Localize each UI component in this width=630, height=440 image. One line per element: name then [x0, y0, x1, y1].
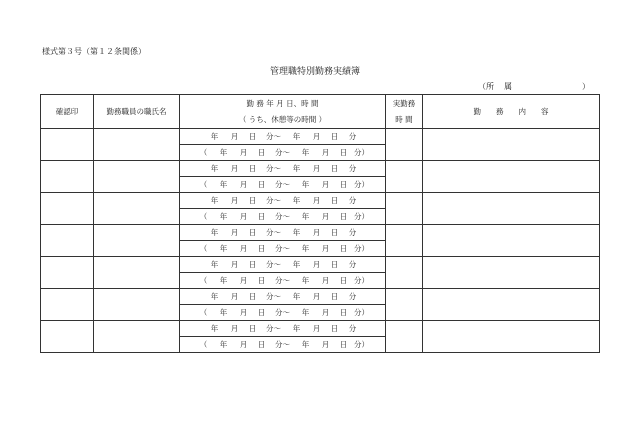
- open-paren: （: [199, 148, 208, 157]
- year-unit: 年: [219, 244, 228, 253]
- day-unit: 日: [330, 164, 339, 173]
- seal-cell[interactable]: [41, 161, 94, 193]
- seal-cell[interactable]: [41, 225, 94, 257]
- day-unit: 日: [339, 340, 348, 349]
- record-table: [40, 94, 600, 353]
- minute-close-unit: 分）: [354, 276, 369, 285]
- minute-range-unit: 分〜: [275, 180, 290, 189]
- year-unit: 年: [210, 292, 219, 301]
- content-cell[interactable]: [423, 129, 600, 161]
- col-header-datetime: [180, 95, 386, 129]
- day-unit: 日: [257, 244, 266, 253]
- day-unit: 日: [330, 196, 339, 205]
- table-row: [41, 193, 600, 209]
- month-unit: 月: [321, 148, 330, 157]
- month-unit: 月: [312, 164, 321, 173]
- datetime-cell[interactable]: [180, 193, 386, 209]
- start-datetime: [180, 131, 385, 142]
- minute-close-unit: 分）: [354, 180, 369, 189]
- break-datetime: [180, 339, 385, 350]
- open-paren: （: [199, 244, 208, 253]
- table-row: [41, 129, 600, 145]
- hours-cell[interactable]: [386, 257, 423, 289]
- month-unit: 月: [239, 308, 248, 317]
- break-cell[interactable]: [180, 305, 386, 321]
- content-cell[interactable]: [423, 225, 600, 257]
- hours-cell[interactable]: [386, 193, 423, 225]
- month-unit: 月: [321, 180, 330, 189]
- hours-cell[interactable]: [386, 129, 423, 161]
- year-unit: 年: [219, 276, 228, 285]
- minute-range-unit: 分〜: [275, 244, 290, 253]
- table-header-row: [41, 95, 600, 129]
- year-unit: 年: [301, 212, 310, 221]
- start-datetime: [180, 323, 385, 334]
- start-datetime: [180, 195, 385, 206]
- datetime-cell[interactable]: [180, 225, 386, 241]
- content-cell[interactable]: [423, 161, 600, 193]
- minute-close-unit: 分）: [354, 148, 369, 157]
- month-unit: 月: [239, 244, 248, 253]
- day-unit: 日: [257, 148, 266, 157]
- year-unit: 年: [292, 196, 301, 205]
- datetime-cell[interactable]: [180, 161, 386, 177]
- col-header-hours: [386, 95, 423, 129]
- year-unit: 年: [219, 148, 228, 157]
- day-unit: 日: [330, 260, 339, 269]
- month-unit: 月: [312, 132, 321, 141]
- name-cell[interactable]: [94, 129, 180, 161]
- start-datetime: [180, 259, 385, 270]
- month-unit: 月: [230, 260, 239, 269]
- month-unit: 月: [230, 324, 239, 333]
- datetime-cell[interactable]: [180, 257, 386, 273]
- day-unit: 日: [330, 324, 339, 333]
- col-header-datetime-line2: （ うち、休憩等の時間 ）: [238, 115, 327, 124]
- year-unit: 年: [301, 308, 310, 317]
- day-unit: 日: [339, 212, 348, 221]
- datetime-cell[interactable]: [180, 321, 386, 337]
- open-paren: （: [199, 276, 208, 285]
- datetime-cell[interactable]: [180, 289, 386, 305]
- month-unit: 月: [321, 212, 330, 221]
- minute-range-unit: 分〜: [266, 164, 281, 173]
- minute-unit: 分: [348, 132, 357, 141]
- year-unit: 年: [210, 132, 219, 141]
- year-unit: 年: [292, 292, 301, 301]
- start-datetime: [180, 227, 385, 238]
- year-unit: 年: [292, 324, 301, 333]
- day-unit: 日: [248, 324, 257, 333]
- year-unit: 年: [292, 260, 301, 269]
- month-unit: 月: [239, 148, 248, 157]
- col-header-hours-line2: 時 間: [395, 115, 413, 124]
- year-unit: 年: [292, 132, 301, 141]
- open-paren: （: [199, 308, 208, 317]
- year-unit: 年: [301, 340, 310, 349]
- col-header-content: 勤 務 内 容: [423, 95, 600, 129]
- minute-unit: 分: [348, 292, 357, 301]
- table-row: [41, 257, 600, 273]
- month-unit: 月: [239, 180, 248, 189]
- start-datetime: [180, 291, 385, 302]
- name-cell[interactable]: [94, 257, 180, 289]
- open-paren: （: [199, 212, 208, 221]
- col-header-datetime-line1: 勤 務 年 月 日、時 間: [246, 99, 319, 108]
- seal-cell[interactable]: [41, 257, 94, 289]
- year-unit: 年: [219, 340, 228, 349]
- year-unit: 年: [301, 180, 310, 189]
- seal-cell[interactable]: [41, 289, 94, 321]
- year-unit: 年: [210, 260, 219, 269]
- break-cell[interactable]: [180, 273, 386, 289]
- minute-range-unit: 分〜: [275, 276, 290, 285]
- hours-cell[interactable]: [386, 161, 423, 193]
- break-cell[interactable]: [180, 177, 386, 193]
- minute-unit: 分: [348, 164, 357, 173]
- month-unit: 月: [239, 212, 248, 221]
- month-unit: 月: [321, 308, 330, 317]
- affiliation-open: （所: [478, 82, 494, 91]
- break-cell[interactable]: [180, 337, 386, 353]
- break-cell[interactable]: [180, 209, 386, 225]
- hours-cell[interactable]: [386, 321, 423, 353]
- day-unit: 日: [330, 228, 339, 237]
- month-unit: 月: [230, 228, 239, 237]
- break-datetime: [180, 275, 385, 286]
- minute-range-unit: 分〜: [275, 340, 290, 349]
- content-cell[interactable]: [423, 321, 600, 353]
- table-row: [41, 289, 600, 305]
- day-unit: 日: [330, 292, 339, 301]
- minute-unit: 分: [348, 196, 357, 205]
- affiliation-close: ）: [582, 82, 590, 91]
- year-unit: 年: [210, 228, 219, 237]
- table-row: [41, 225, 600, 241]
- seal-cell[interactable]: [41, 129, 94, 161]
- month-unit: 月: [321, 276, 330, 285]
- affiliation-label: 属: [504, 82, 512, 91]
- break-cell[interactable]: [180, 241, 386, 257]
- minute-unit: 分: [348, 324, 357, 333]
- break-datetime: [180, 147, 385, 158]
- break-datetime: [180, 243, 385, 254]
- day-unit: 日: [257, 340, 266, 349]
- open-paren: （: [199, 180, 208, 189]
- year-unit: 年: [292, 228, 301, 237]
- affiliation-field[interactable]: [478, 81, 590, 92]
- seal-cell[interactable]: [41, 321, 94, 353]
- minute-range-unit: 分〜: [266, 132, 281, 141]
- day-unit: 日: [257, 308, 266, 317]
- minute-close-unit: 分）: [354, 308, 369, 317]
- hours-cell[interactable]: [386, 225, 423, 257]
- datetime-cell[interactable]: [180, 129, 386, 145]
- col-header-name: 勤務職員の職氏名: [94, 95, 180, 129]
- day-unit: 日: [248, 228, 257, 237]
- day-unit: 日: [339, 244, 348, 253]
- year-unit: 年: [301, 244, 310, 253]
- day-unit: 日: [339, 308, 348, 317]
- day-unit: 日: [248, 164, 257, 173]
- hours-cell[interactable]: [386, 289, 423, 321]
- day-unit: 日: [257, 276, 266, 285]
- page-title: 管理職特別勤務実績簿: [269, 67, 360, 77]
- year-unit: 年: [219, 212, 228, 221]
- month-unit: 月: [239, 276, 248, 285]
- name-cell[interactable]: [94, 193, 180, 225]
- seal-cell[interactable]: [41, 193, 94, 225]
- open-paren: （: [199, 340, 208, 349]
- minute-unit: 分: [348, 260, 357, 269]
- month-unit: 月: [321, 244, 330, 253]
- day-unit: 日: [248, 196, 257, 205]
- col-header-hours-line1: 実勤務: [392, 99, 416, 108]
- minute-close-unit: 分）: [354, 340, 369, 349]
- minute-range-unit: 分〜: [266, 196, 281, 205]
- break-datetime: [180, 179, 385, 190]
- minute-range-unit: 分〜: [266, 228, 281, 237]
- content-cell[interactable]: [423, 257, 600, 289]
- month-unit: 月: [321, 340, 330, 349]
- col-header-seal: 確認印: [41, 95, 94, 129]
- month-unit: 月: [312, 228, 321, 237]
- name-cell[interactable]: [94, 161, 180, 193]
- month-unit: 月: [230, 292, 239, 301]
- name-cell[interactable]: [94, 225, 180, 257]
- month-unit: 月: [239, 340, 248, 349]
- month-unit: 月: [230, 132, 239, 141]
- content-cell[interactable]: [423, 193, 600, 225]
- day-unit: 日: [257, 212, 266, 221]
- minute-range-unit: 分〜: [266, 292, 281, 301]
- form-number: 様式第３号（第１２条関係）: [42, 47, 146, 56]
- minute-range-unit: 分〜: [275, 308, 290, 317]
- day-unit: 日: [248, 292, 257, 301]
- year-unit: 年: [210, 196, 219, 205]
- minute-unit: 分: [348, 228, 357, 237]
- year-unit: 年: [219, 180, 228, 189]
- table-row: [41, 321, 600, 337]
- year-unit: 年: [292, 164, 301, 173]
- month-unit: 月: [230, 196, 239, 205]
- minute-range-unit: 分〜: [275, 212, 290, 221]
- content-cell[interactable]: [423, 289, 600, 321]
- month-unit: 月: [312, 324, 321, 333]
- month-unit: 月: [312, 292, 321, 301]
- year-unit: 年: [210, 164, 219, 173]
- day-unit: 日: [330, 132, 339, 141]
- day-unit: 日: [339, 148, 348, 157]
- name-cell[interactable]: [94, 321, 180, 353]
- table-row: [41, 161, 600, 177]
- break-cell[interactable]: [180, 145, 386, 161]
- day-unit: 日: [257, 180, 266, 189]
- month-unit: 月: [230, 164, 239, 173]
- break-datetime: [180, 307, 385, 318]
- break-datetime: [180, 211, 385, 222]
- year-unit: 年: [210, 324, 219, 333]
- name-cell[interactable]: [94, 289, 180, 321]
- month-unit: 月: [312, 196, 321, 205]
- minute-range-unit: 分〜: [266, 324, 281, 333]
- minute-close-unit: 分）: [354, 244, 369, 253]
- day-unit: 日: [248, 260, 257, 269]
- year-unit: 年: [301, 148, 310, 157]
- day-unit: 日: [339, 180, 348, 189]
- year-unit: 年: [219, 308, 228, 317]
- minute-close-unit: 分）: [354, 212, 369, 221]
- month-unit: 月: [312, 260, 321, 269]
- minute-range-unit: 分〜: [266, 260, 281, 269]
- year-unit: 年: [301, 276, 310, 285]
- day-unit: 日: [248, 132, 257, 141]
- start-datetime: [180, 163, 385, 174]
- minute-range-unit: 分〜: [275, 148, 290, 157]
- day-unit: 日: [339, 276, 348, 285]
